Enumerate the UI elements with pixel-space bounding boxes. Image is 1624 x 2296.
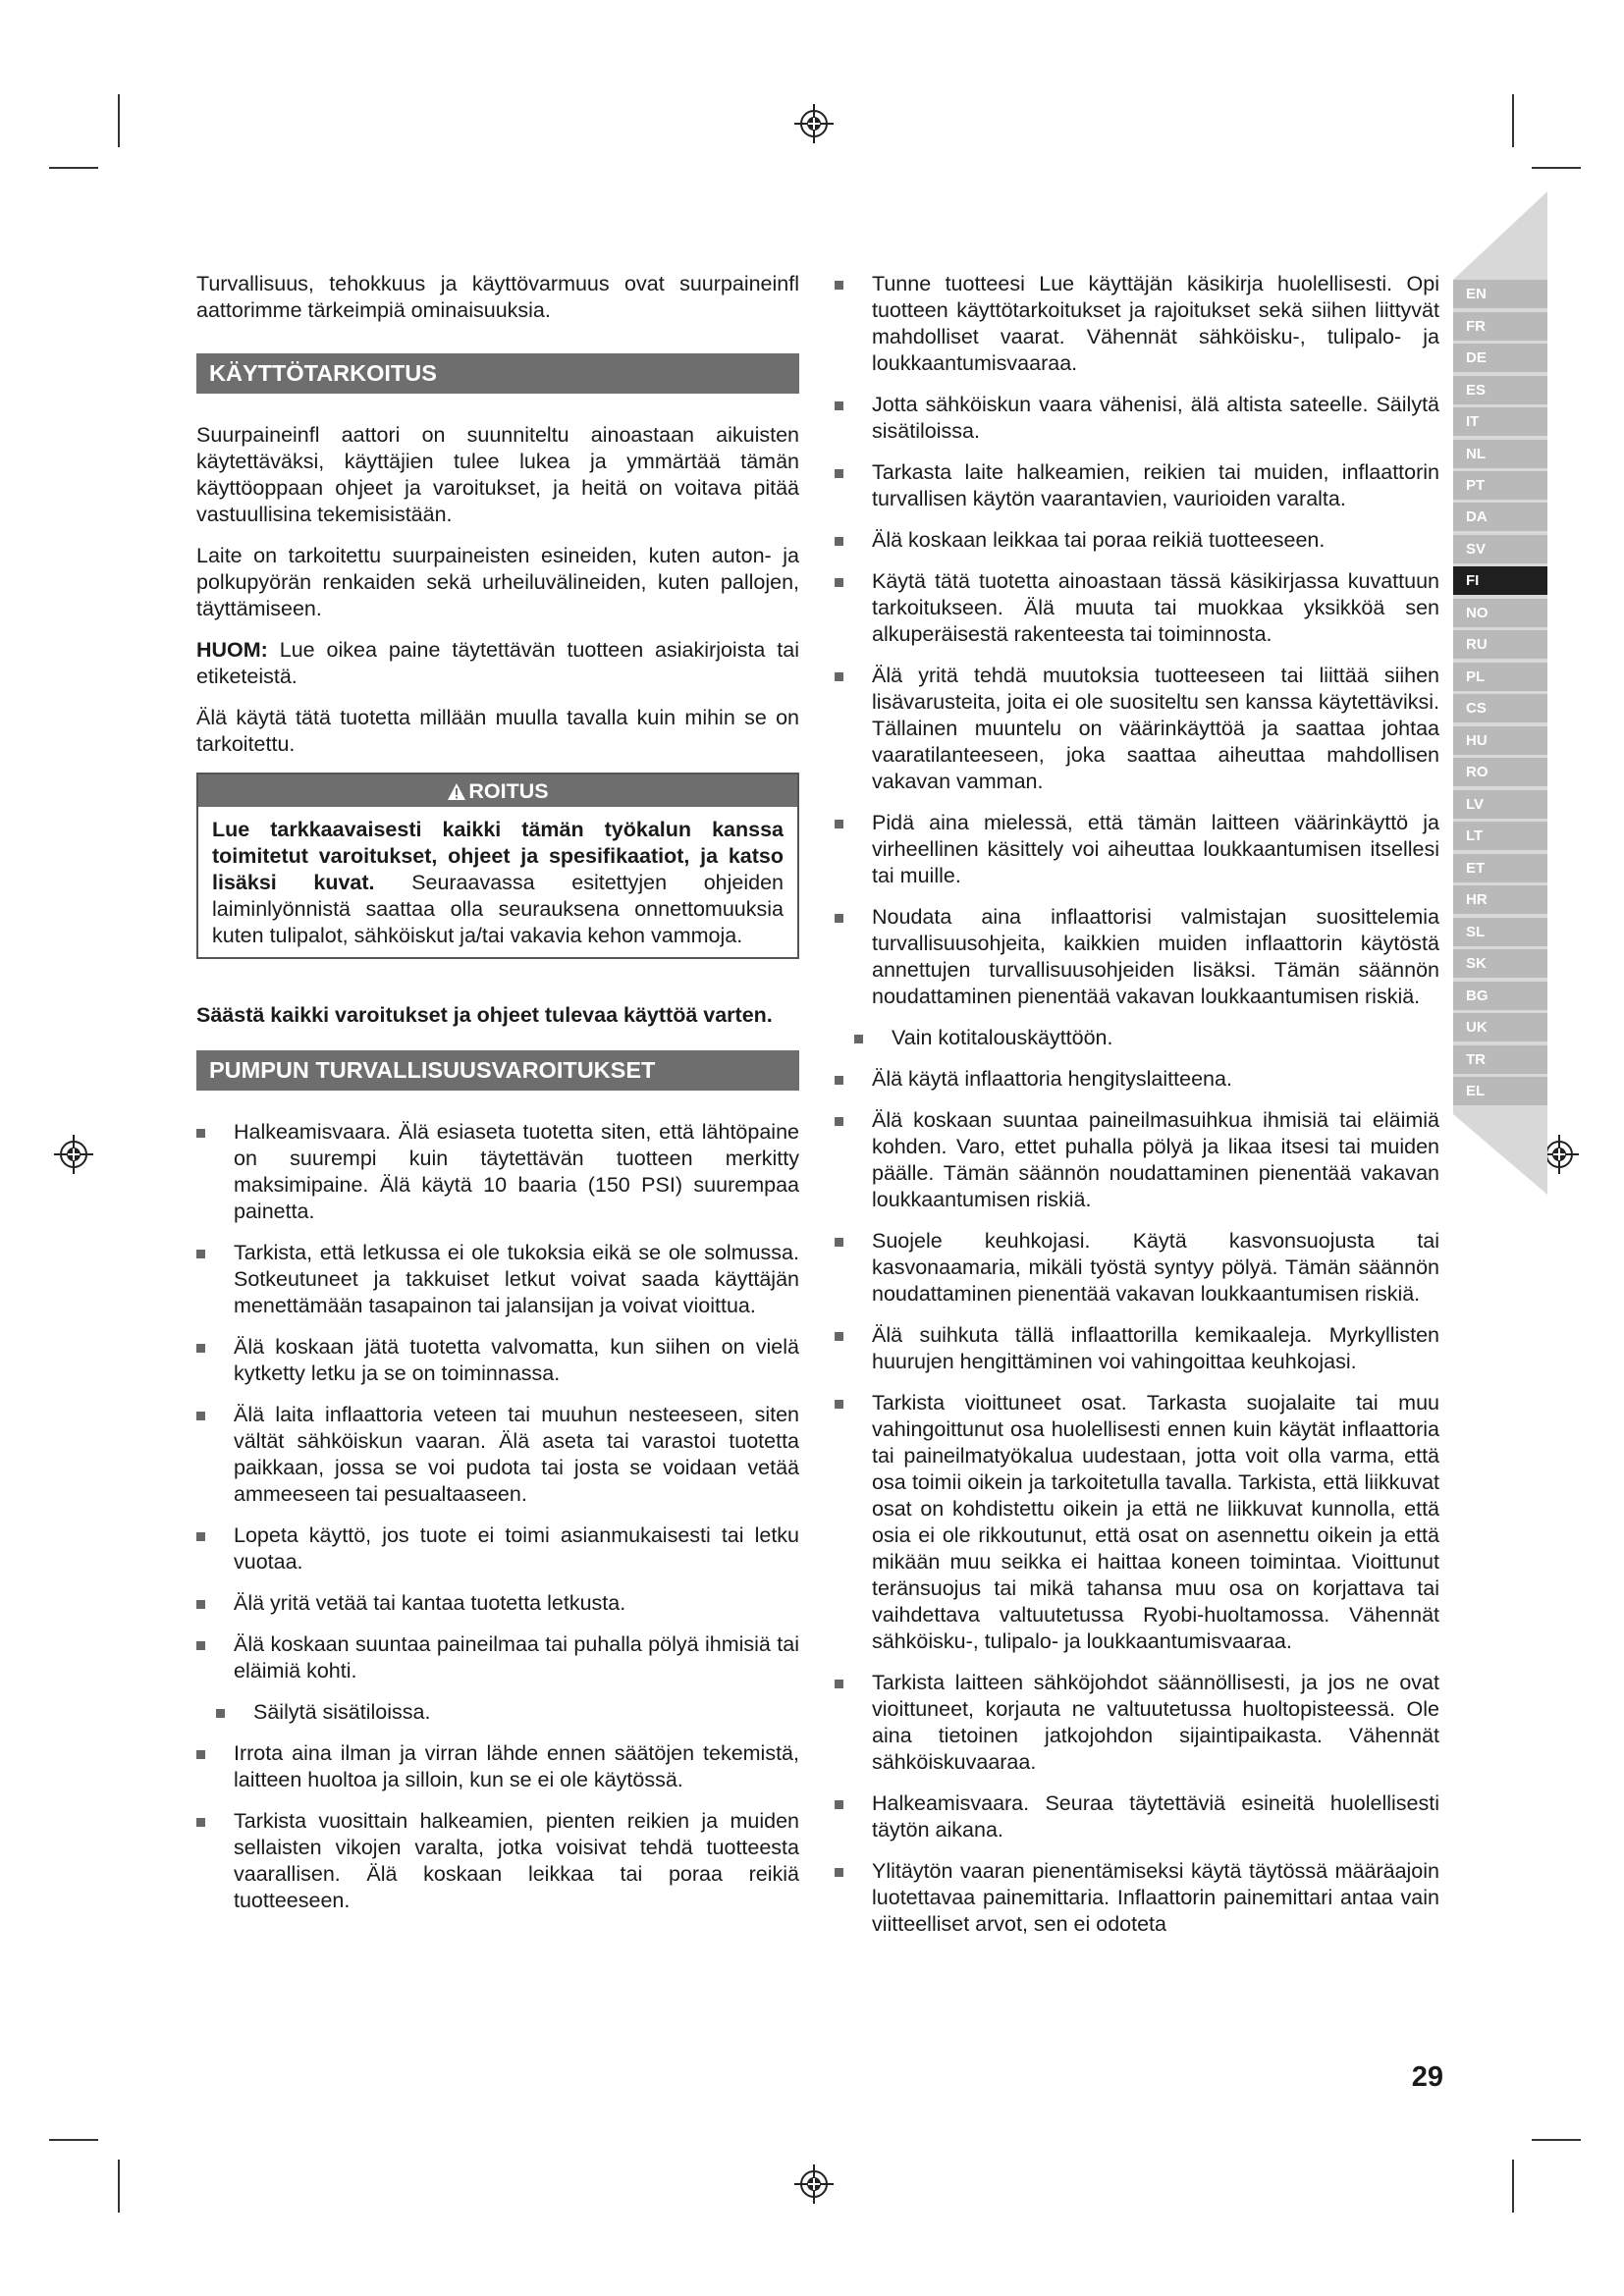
language-tab-de[interactable]: DE [1453,344,1547,372]
list-item: Noudata aina inflaattorisi valmistajan suosittelemia turvallisuusohjeita, kaikkien muiden inflaattorin käytöstä annettujen turvallisuusohjeiden lisäksi. Tämän säännön noudattaminen pienentää vakavan loukkaantumisen riskiä. [835,904,1439,1010]
language-tab-uk[interactable]: UK [1453,1013,1547,1041]
intro-paragraph: Turvallisuus, tehokkuus ja käyttövarmuus ovat suurpaineinfl aattorimme tärkeimpiä ominaisuuksia. [196,272,799,322]
language-tab-el[interactable]: EL [1453,1077,1547,1105]
language-tab-lt[interactable]: LT [1453,822,1547,850]
language-tab-tr[interactable]: TR [1453,1045,1547,1074]
list-item: Älä suihkuta tällä inflaattorilla kemikaaleja. Myrkyllisten huurujen hengittäminen voi vahingoittaa keuhkojasi. [835,1322,1439,1375]
warning-title [198,774,797,807]
list-item: Tarkasta laite halkeamien, reikien tai muiden, inflaattorin turvallisen käytön vaarantavien, vaurioiden varalta. [835,459,1439,512]
right-column [835,271,1439,1952]
list-item: Vain kotitalouskäyttöön. [835,1025,1439,1051]
language-tab-da[interactable]: DA [1453,503,1547,531]
warning-triangle-icon [447,782,466,801]
note-text: Lue oikea paine täytettävän tuotteen asiakirjoista tai etiketeistä. [196,638,799,688]
crop-mark [118,2160,120,2213]
language-tabs [1453,196,1547,1188]
list-item: Älä koskaan suuntaa paineilmaa tai puhalla pölyä ihmisiä tai eläimiä kohti. [196,1631,799,1684]
language-tab-sk[interactable]: SK [1453,949,1547,978]
list-item: Halkeamisvaara. Seuraa täytettäviä esineitä huolellisesti täytön aikana. [835,1790,1439,1843]
list-item: Säilytä sisätiloissa. [196,1699,799,1726]
language-tab-sv[interactable]: SV [1453,535,1547,563]
note-label: HUOM: [196,638,268,662]
list-item: Halkeamisvaara. Älä esiaseta tuotetta siten, että lähtöpaine on suurempi kuin täytettävän tuotteen merkitty maksimipaine. Älä käytä 10 baaria (150 PSI) suurempaa painetta. [196,1119,799,1225]
language-tab-hr[interactable]: HR [1453,885,1547,914]
bullet-square-icon [835,1868,843,1877]
bullet-square-icon [196,1250,205,1258]
list-item: Suojele keuhkojasi. Käytä kasvonsuojusta tai kasvonaamaria, mikäli työstä syntyy pölyä. Tämän säännön noudattaminen pienentää vakavan loukkaantumisen riskiä. [835,1228,1439,1308]
list-item: Ylitäytön vaaran pienentämiseksi käytä täytössä määräajoin luotettavaa painemittaria. Inflaattorin painemittari antaa vain viitteelliset arvot, sen ei odoteta [835,1858,1439,1938]
list-item: Älä koskaan suuntaa paineilmasuihkua ihmisiä tai eläimiä kohden. Varo, ettet puhalla pölyä ja likaa itsesi tai muiden päälle. Tämän säännön noudattaminen pienentää vakavan loukkaantumisen riskiä. [835,1107,1439,1213]
crop-mark [118,94,120,147]
crop-mark [49,2139,98,2141]
bullet-square-icon [835,537,843,546]
bullet-square-icon [196,1600,205,1609]
bullet-square-icon [835,1680,843,1688]
registration-mark-icon [792,2163,836,2206]
left-column [196,271,799,1929]
language-tab-et[interactable]: ET [1453,854,1547,882]
section-heading-pump-safety: PUMPUN TURVALLISUUSVAROITUKSET [196,1050,799,1091]
save-instructions: Säästä kaikki varoitukset ja ohjeet tulevaa käyttöä varten. [196,1003,773,1027]
bullet-square-icon [196,1344,205,1353]
bullet-square-icon [835,1238,843,1247]
general-safety-list [835,271,1439,1938]
language-tab-lv[interactable]: LV [1453,790,1547,819]
bullet-square-icon [835,281,843,290]
bullet-square-icon [196,1412,205,1420]
page-number: 29 [1411,2061,1443,2093]
bullet-square-icon [835,1800,843,1809]
bullet-square-icon [196,1750,205,1759]
warning-text: Seuraavassa esitettyjen ohjeiden laiminlyönnistä saattaa olla seurauksena onnettomuuksia kuten tulipalot, sähköiskut ja/tai vakavia kehon vammoja. [212,871,784,947]
warning-bold-text: Lue tarkkaavaisesti kaikki tämän työkalun kanssa toimitetut varoitukset, ohjeet ja spesifikaatiot, ja katso lisäksi kuvat. [212,818,784,894]
intended-use-paragraph: Suurpaineinfl aattori on suunniteltu ainoastaan aikuisten käytettäväksi, käyttäjien tulee lukea ja ymmärtää tämän käyttöoppaan ohjeet ja varoitukset, ja heitä on voitava pitää vastuullisina tekemisistään. [196,423,799,526]
list-item: Jotta sähköiskun vaara vähenisi, älä altista sateelle. Säilytä sisätiloissa. [835,392,1439,445]
language-tab-fi[interactable]: FI [1453,566,1547,595]
crop-mark [1512,94,1514,147]
list-item: Pidä aina mielessä, että tämän laitteen väärinkäyttö ja virheellinen käsittely voi aiheuttaa loukkaantumisen itsellesi tai muille. [835,810,1439,889]
list-item: Älä koskaan leikkaa tai poraa reikiä tuotteeseen. [835,527,1439,554]
language-tab-ru[interactable]: RU [1453,630,1547,659]
list-item: Älä käytä inflaattoria hengityslaitteena. [835,1066,1439,1093]
list-item: Irrota aina ilman ja virran lähde ennen säätöjen tekemistä, laitteen huoltoa ja silloin, kun se ei ole käytössä. [196,1740,799,1793]
bullet-square-icon [854,1035,863,1043]
bullet-square-icon [196,1129,205,1138]
language-tab-es[interactable]: ES [1453,376,1547,404]
bullet-square-icon [835,1076,843,1085]
intended-use-paragraph: Laite on tarkoitettu suurpaineisten esineiden, kuten auton- ja polkupyörän renkaiden sekä urheiluvälineiden, kuten pallojen, täyttämiseen. [196,544,799,620]
list-item: Älä yritä vetää tai kantaa tuotetta letkusta. [196,1590,799,1617]
language-tab-hu[interactable]: HU [1453,726,1547,755]
list-item: Älä koskaan jätä tuotetta valvomatta, kun siihen on vielä kytketty letku ja se on toiminnassa. [196,1334,799,1387]
list-item: Tarkista vioittuneet osat. Tarkasta suojalaite tai muu vahingoittunut osa huolellisesti ennen kuin käytät inflaattoria tai paineilmatyökalua uudestaan, jotta voit olla varma, että osa toimii oikein ja tarkoitetulla tavalla. Tarkista, että liikkuvat osat on kohdistettu oikein ja että ne liikkuvat kunnolla, että osia ei ole rikkoutunut, että osat on asennettu oikein ja että mikään muu seikka ei haittaa koneen toimintaa. Vioittunut teränsuojus tai mikä tahansa muu osa on korjattava tai vaihdettava valtuutetussa Ryobi-huoltamossa. Vähennät sähköisku-, tulipalo- ja loukkaantumisvaaraa. [835,1390,1439,1655]
bullet-square-icon [196,1641,205,1650]
language-tab-bg[interactable]: BG [1453,982,1547,1010]
bullet-square-icon [835,469,843,478]
list-item: Älä yritä tehdä muutoksia tuotteeseen tai liittää siihen lisävarusteita, joita ei ole suositeltu sen kanssa käytettäviksi. Tällainen muuntelu on väärinkäyttöä ja saattaa johtaa vaaratilanteeseen, joka saattaa aiheuttaa mahdollisen vakavan vamman. [835,663,1439,795]
language-tab-cs[interactable]: CS [1453,694,1547,722]
language-tab-ro[interactable]: RO [1453,758,1547,786]
list-item: Tarkista vuosittain halkeamien, pienten reikien ja muiden sellaisten vikojen varalta, jotka voisivat tehdä tuotteesta vaarallisen. Älä koskaan leikkaa tai poraa reikiä tuotteeseen. [196,1808,799,1914]
list-item: Tarkista laitteen sähköjohdot säännöllisesti, ja jos ne ovat vioittuneet, korjauta ne valtuutetussa huoltopisteessä. Ole aina tietoinen jatkojohdon sijaintipaikasta. Vähennät sähköiskuvaaraa. [835,1670,1439,1776]
section-heading-intended-use: KÄYTTÖTARKOITUS [196,353,799,394]
warning-title-text: ROITUS [468,779,549,803]
registration-mark-icon [52,1133,95,1176]
bullet-square-icon [216,1709,225,1718]
bullet-square-icon [835,1117,843,1126]
list-item: Käytä tätä tuotetta ainoastaan tässä käsikirjassa kuvattuun tarkoitukseen. Älä muuta tai muokkaa yksikköä sen alkuperäisestä rakenteesta tai toiminnosta. [835,568,1439,648]
language-tab-it[interactable]: IT [1453,407,1547,436]
language-tab-en[interactable]: EN [1453,280,1547,308]
list-item: Tunne tuotteesi Lue käyttäjän käsikirja huolellisesti. Opi tuotteen käyttötarkoitukset ja rajoitukset sekä siihen liittyvät mahdolliset vaarat. Vähennät sähköisku-, tulipalo- ja loukkaantumisvaaraa. [835,271,1439,377]
crop-mark [1532,2139,1581,2141]
bullet-square-icon [835,914,843,923]
list-item: Lopeta käyttö, jos tuote ei toimi asianmukaisesti tai letku vuotaa. [196,1522,799,1575]
registration-mark-icon [792,102,836,145]
list-item: Tarkista, että letkussa ei ole tukoksia eikä se ole solmussa. Sotkeutuneet ja takkuiset letkut voivat saada käyttäjän menettämään tasapainon tai jalansijan ja voivat vioittua. [196,1240,799,1319]
note-paragraph [196,637,799,690]
bullet-square-icon [835,578,843,587]
language-tab-pl[interactable]: PL [1453,663,1547,691]
bullet-square-icon [835,1400,843,1409]
language-tab-fr[interactable]: FR [1453,312,1547,341]
pump-safety-list [196,1119,799,1914]
warning-body [198,807,797,957]
bullet-square-icon [835,672,843,681]
bullet-square-icon [835,1332,843,1341]
language-tab-no[interactable]: NO [1453,599,1547,627]
language-tab-pt[interactable]: PT [1453,471,1547,500]
language-tab-nl[interactable]: NL [1453,440,1547,468]
list-item: Älä laita inflaattoria veteen tai muuhun nesteeseen, siten vältät sähköiskun vaaran. Älä aseta tai varastoi tuotetta paikkaan, jossa se voi pudota tai josta se voidaan vetää ammeeseen tai pesualtaaseen. [196,1402,799,1508]
crop-mark [1512,2160,1514,2213]
language-tab-sl[interactable]: SL [1453,918,1547,946]
bullet-square-icon [196,1532,205,1541]
warning-box [196,773,799,959]
misuse-paragraph: Älä käytä tätä tuotetta millään muulla tavalla kuin mihin se on tarkoitettu. [196,706,799,756]
bullet-square-icon [835,401,843,410]
bullet-square-icon [835,820,843,828]
crop-mark [1532,167,1581,169]
crop-mark [49,167,98,169]
bullet-square-icon [196,1818,205,1827]
